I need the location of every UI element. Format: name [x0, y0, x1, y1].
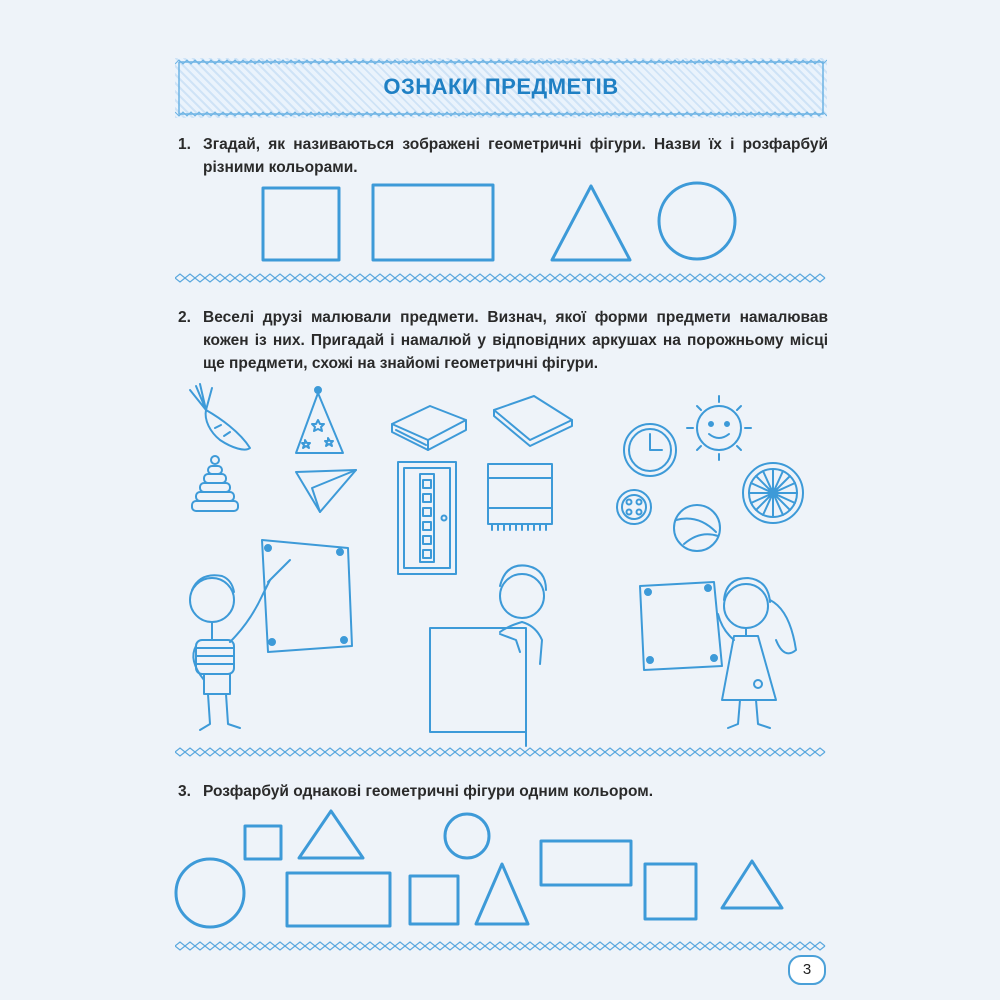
- task1-square: [263, 188, 339, 260]
- task3-triangle-top: [299, 811, 363, 858]
- ring-pyramid-icon: [192, 456, 238, 511]
- task-3-text: Розфарбуй однакові геометричні фігури одним кольором.: [203, 783, 654, 800]
- task1-triangle: [552, 186, 630, 260]
- towel-icon: [488, 464, 552, 530]
- task1-circle: [659, 183, 735, 259]
- page-title: ОЗНАКИ ПРЕДМЕТІВ: [383, 74, 619, 99]
- task3-square-right: [645, 864, 696, 919]
- sun-icon: [687, 396, 751, 460]
- task3-square-mid: [410, 876, 458, 924]
- task3-rectangle-top: [541, 841, 631, 885]
- door-icon: [398, 462, 456, 574]
- task-3-number: 3.: [178, 783, 191, 800]
- button-icon: [617, 490, 651, 524]
- book-icon: [392, 406, 466, 450]
- task1-rectangle: [373, 185, 493, 260]
- paper-plane-icon: [296, 470, 356, 512]
- party-hat-icon: [296, 387, 343, 453]
- task-2-text: Веселі друзі малювали предмети. Визнач, якої форми предмети намалював кожен із них. Пригадай і намалюй у відповідних аркушах на порожньому місці ще предмети, схожі на знайомі геометричні фігури.: [203, 309, 828, 372]
- task-2-number: 2.: [178, 309, 191, 326]
- page-number: 3: [788, 955, 826, 985]
- task-1-number: 1.: [178, 136, 191, 153]
- notebook-icon: [494, 396, 572, 446]
- task3-triangle-mid: [476, 864, 528, 924]
- sheet-diamond: [640, 582, 722, 670]
- ball-icon: [674, 505, 720, 551]
- task3-rectangle-bottom: [287, 873, 390, 926]
- task3-circle-small: [445, 814, 489, 858]
- carrot-icon: [190, 384, 250, 450]
- sheet-square: [262, 540, 352, 652]
- task3-circle-large: [176, 859, 244, 927]
- boy-painter-figure: [190, 560, 290, 730]
- clock-icon: [624, 424, 676, 476]
- girl-figure: [718, 578, 796, 728]
- task3-square-small: [245, 826, 281, 859]
- task-1-text: Згадай, як називаються зображені геометричні фігури. Назви їх і розфарбуй різними кольорами.: [203, 136, 828, 176]
- wheel-icon: [743, 463, 803, 523]
- boy-holding-sheet-figure: [500, 565, 546, 746]
- sheet-rectangle: [430, 628, 526, 732]
- task3-triangle-right: [722, 861, 782, 908]
